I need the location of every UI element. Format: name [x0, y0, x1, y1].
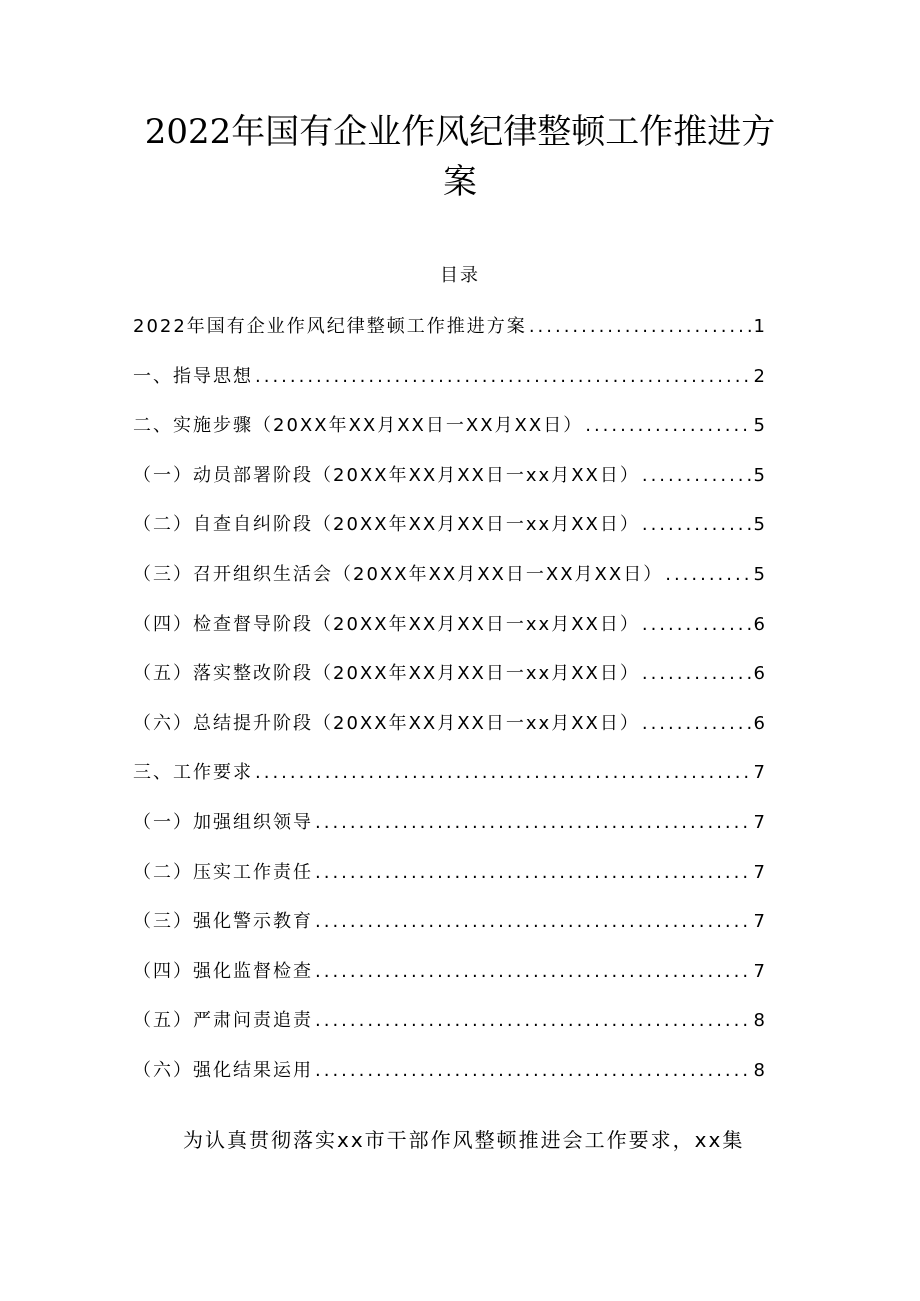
- toc-item[interactable]: [133, 753, 765, 803]
- toc-item-text: 三、工作要求: [133, 762, 253, 784]
- toc-item[interactable]: [133, 654, 765, 704]
- toc-item[interactable]: [133, 853, 765, 903]
- toc-item-text: 一、指导思想: [133, 365, 253, 387]
- toc-page-number: 7: [753, 811, 765, 833]
- toc-item[interactable]: [133, 1051, 765, 1101]
- toc-page-number: 6: [753, 613, 765, 635]
- toc-item-text: （三）强化警示教育: [133, 911, 313, 933]
- toc-item[interactable]: [133, 1001, 765, 1051]
- toc-item-text: 二、实施步骤（20XX年XX月XX日一XX月XX日）: [133, 415, 584, 437]
- toc-item[interactable]: [133, 555, 765, 605]
- toc-item-text: （二）自查自纠阶段（20XX年XX月XX日一xx月XX日）: [133, 514, 640, 536]
- toc-item[interactable]: [133, 505, 765, 555]
- toc-item[interactable]: [133, 803, 765, 853]
- toc-item-text: 2022年国有企业作风纪律整顿工作推进方案: [133, 316, 527, 337]
- toc-item-text: （四）强化监督检查: [133, 960, 313, 982]
- table-of-contents: [133, 307, 765, 1101]
- document-title-line-1: 2022年国有企业作风纪律整顿工作推进方: [144, 112, 776, 152]
- toc-item-text: （二）压实工作责任: [133, 861, 313, 883]
- toc-page-number: 5: [753, 563, 765, 585]
- toc-dot-leader: [642, 505, 752, 545]
- toc-dot-leader: [585, 406, 751, 446]
- toc-dot-leader: [315, 803, 752, 843]
- toc-item[interactable]: [133, 902, 765, 952]
- toc-dot-leader: [315, 1051, 752, 1091]
- toc-dot-leader: [315, 853, 752, 893]
- toc-item-text: （一）动员部署阶段（20XX年XX月XX日一xx月XX日）: [133, 464, 640, 486]
- toc-dot-leader: [665, 555, 751, 595]
- toc-page-number: 8: [753, 1010, 765, 1032]
- toc-page-number: 7: [753, 762, 765, 784]
- body-paragraph: 为认真贯彻落实xx市干部作风整顿推进会工作要求，xx集: [183, 1128, 745, 1152]
- toc-heading: 目录: [440, 265, 480, 286]
- toc-item-text: （六）总结提升阶段（20XX年XX月XX日一xx月XX日）: [133, 712, 640, 734]
- toc-page-number: 7: [753, 960, 765, 982]
- toc-dot-leader: [255, 753, 752, 793]
- toc-dot-leader: [529, 307, 752, 347]
- toc-dot-leader: [642, 456, 752, 496]
- toc-dot-leader: [255, 357, 752, 397]
- toc-item-text: （六）强化结果运用: [133, 1059, 313, 1081]
- toc-item[interactable]: [133, 704, 765, 754]
- toc-page-number: 5: [753, 514, 765, 536]
- toc-item-text: （四）检查督导阶段（20XX年XX月XX日一xx月XX日）: [133, 613, 640, 635]
- toc-page-number: 1: [753, 316, 765, 337]
- toc-item-text: （一）加强组织领导: [133, 811, 313, 833]
- toc-page-number: 7: [753, 911, 765, 933]
- toc-page-number: 5: [753, 464, 765, 486]
- toc-page-number: 7: [753, 861, 765, 883]
- toc-page-number: 8: [753, 1059, 765, 1081]
- toc-dot-leader: [315, 902, 752, 942]
- toc-page-number: 6: [753, 663, 765, 685]
- toc-item[interactable]: [133, 307, 765, 357]
- document-title-line-2: 案: [443, 162, 477, 202]
- toc-page-number: 5: [753, 415, 765, 437]
- toc-item-text: （五）严肃问责追责: [133, 1010, 313, 1032]
- toc-page-number: 6: [753, 712, 765, 734]
- toc-item[interactable]: [133, 605, 765, 655]
- toc-dot-leader: [642, 605, 752, 645]
- toc-dot-leader: [642, 704, 752, 744]
- toc-item-text: （五）落实整改阶段（20XX年XX月XX日一xx月XX日）: [133, 663, 640, 685]
- toc-item[interactable]: [133, 357, 765, 407]
- toc-dot-leader: [315, 1001, 752, 1041]
- toc-dot-leader: [315, 952, 752, 992]
- toc-dot-leader: [642, 654, 752, 694]
- toc-page-number: 2: [753, 365, 765, 387]
- toc-item-text: （三）召开组织生活会（20XX年XX月XX日一XX月XX日）: [133, 563, 664, 585]
- toc-item[interactable]: [133, 456, 765, 506]
- toc-item[interactable]: [133, 406, 765, 456]
- toc-item[interactable]: [133, 952, 765, 1002]
